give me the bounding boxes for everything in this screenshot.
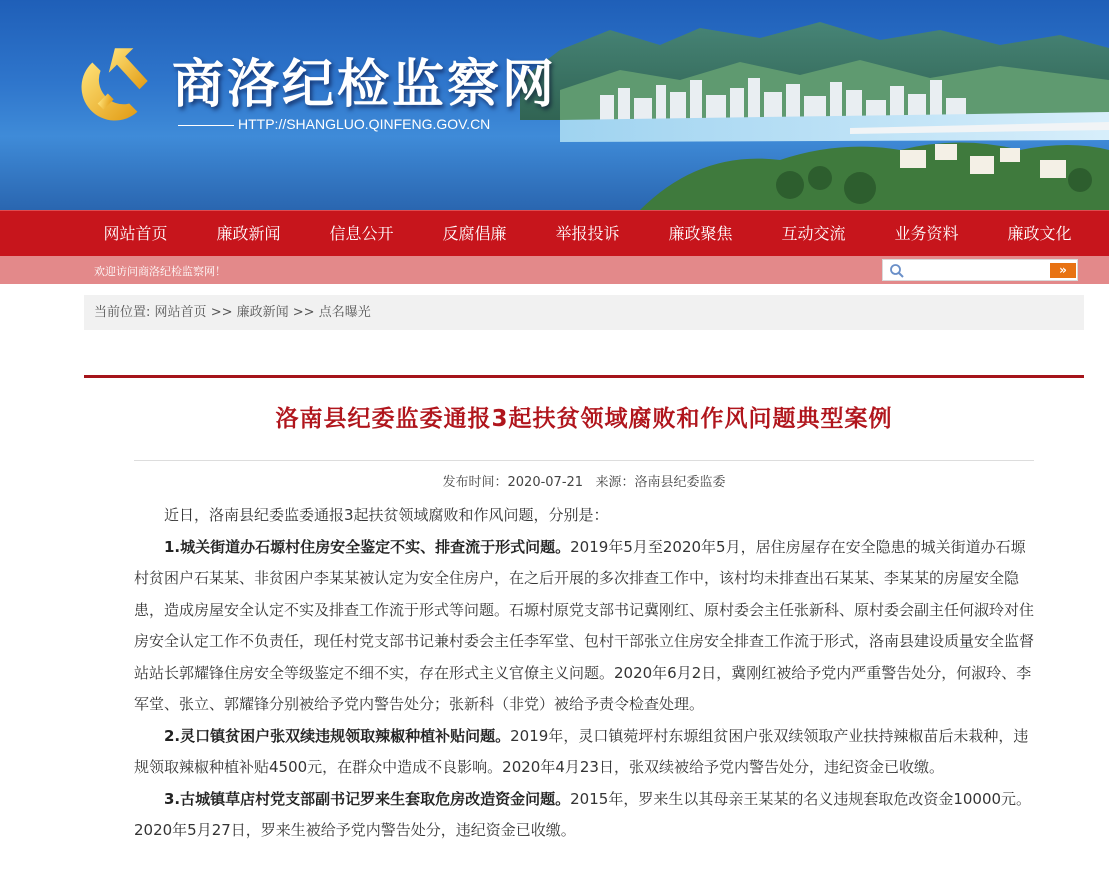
breadcrumb-prefix: 当前位置: (94, 305, 151, 320)
nav-item-culture[interactable]: 廉政文化 (1007, 224, 1072, 243)
main-nav (0, 210, 1109, 256)
case-paragraph: 1.城关街道办石塬村住房安全鉴定不实、排查流于形式问题。2019年5月至2020年5月，居住房屋存在安全隐患的城关街道办石塬村贫困户石某某、非贫困户李某某被认定为安全住房户，在之后开展的多次排查工作中，该村均未排查出石某某、李某某的房屋安全隐患，造成房屋安全认定不实及排查工作流于形式等问题。石塬村原党支部书记冀刚红、原村委会主任张新科、原村委会副主任何淑玲对住房安全认定工作不负责任，现任村党支部书记兼村委会主任李军堂、包村干部张立住房安全排查工作流于形式，洛南县建设质量安全监督站站长郭耀锋住房安全等级鉴定不细不实，存在形式主义官僚主义问题。2020年6月2日，冀刚红被给予党内严重警告处分，何淑玲、李军堂、张立、郭耀锋分别被给予党内警告处分；张新科（非党）被给予责令检查处理。 (134, 537, 1035, 713)
breadcrumb-current[interactable]: 点名曝光 (318, 305, 371, 320)
article-meta: 发布时间：2020-07-21 来源：洛南县纪委监委 (442, 475, 726, 490)
article-body (134, 500, 1034, 847)
header-banner (0, 0, 1109, 210)
article-title: 洛南县纪委监委通报3起扶贫领域腐败和作风问题典型案例 (275, 406, 893, 432)
search-box (882, 259, 1078, 281)
breadcrumb-separator: >> (292, 305, 315, 320)
welcome-text: 欢迎访问商洛纪检监察网！ (94, 265, 226, 278)
site-url: HTTP://SHANGLUO.QINFENG.GOV.CN (178, 116, 490, 132)
article (84, 375, 1084, 490)
welcome-bar (0, 256, 1109, 284)
nav-item-home[interactable]: 网站首页 (103, 224, 168, 243)
breadcrumb-home[interactable]: 网站首页 (154, 305, 207, 320)
case-paragraph: 3.古城镇草店村党支部副书记罗来生套取危房改造资金问题。2015年，罗来生以其母亲王某某的名义违规套取危改资金10000元。2020年5月27日，罗来生被给予党内警告处分，违纪资金已收缴。 (134, 789, 1032, 839)
case-paragraph: 2.灵口镇贫困户张双续违规领取辣椒种植补贴问题。2019年，灵口镇菀坪村东塬组贫困户张双续领取产业扶持辣椒苗后未栽种，违规领取辣椒种植补贴4500元，在群众中造成不良影响。2020年4月23日，张双续被给予党内警告处分，违纪资金已收缴。 (134, 726, 1029, 776)
title-divider (134, 460, 1034, 461)
case-heading: 1.城关街道办石塬村住房安全鉴定不实、排查流于形式问题。 (164, 537, 571, 556)
breadcrumb (84, 295, 1084, 330)
nav-item-interaction[interactable]: 互动交流 (781, 224, 846, 243)
nav-item-focus[interactable]: 廉政聚焦 (668, 224, 733, 243)
party-emblem-icon (78, 40, 160, 122)
nav-item-report[interactable]: 举报投诉 (555, 224, 620, 243)
breadcrumb-news[interactable]: 廉政新闻 (236, 305, 289, 320)
breadcrumb-separator: >> (210, 305, 233, 320)
site-title: 商洛纪检监察网 (172, 55, 558, 115)
article-intro: 近日，洛南县纪委监委通报3起扶贫领域腐败和作风问题，分别是： (164, 506, 609, 524)
search-button[interactable]: » (1050, 263, 1076, 278)
search-icon (889, 263, 905, 279)
article-source: 洛南县纪委监委 (634, 475, 726, 490)
nav-item-news[interactable]: 廉政新闻 (216, 224, 281, 243)
case-heading: 3.古城镇草店村党支部副书记罗来生套取危房改造资金问题。 (164, 789, 571, 808)
publish-date: 2020-07-21 (507, 475, 584, 490)
search-input[interactable] (907, 262, 1045, 278)
nav-item-materials[interactable]: 业务资料 (894, 224, 959, 243)
case-heading: 2.灵口镇贫困户张双续违规领取辣椒种植补贴问题。 (164, 726, 511, 745)
nav-item-disclosure[interactable]: 信息公开 (329, 224, 394, 243)
nav-item-anticorruption[interactable]: 反腐倡廉 (442, 224, 507, 243)
